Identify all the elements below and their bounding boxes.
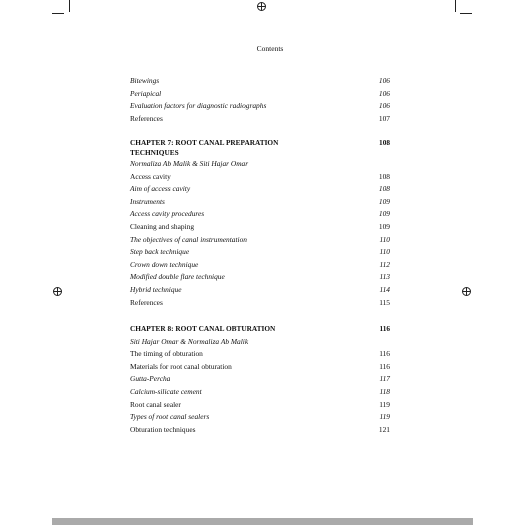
chapter-title: CHAPTER 8: ROOT CANAL OBTURATION 116 xyxy=(130,324,390,333)
toc-entry: Instruments 109 xyxy=(130,196,390,206)
bottom-bar xyxy=(52,518,473,525)
registration-mark-top-icon xyxy=(257,2,266,11)
chapter-authors: Siti Hajar Omar & Normaliza Ab Malik xyxy=(130,336,249,346)
toc-entry: The objectives of canal instrumentation 110 xyxy=(130,234,390,244)
toc-entry: Obturation techniques 121 xyxy=(130,424,390,434)
toc-entry: Hybrid technique 114 xyxy=(130,284,390,294)
crop-mark-top-left-v xyxy=(69,0,70,12)
chapter-authors: Normaliza Ab Malik & Siti Hajar Omar xyxy=(130,159,249,168)
toc-entry: References 107 xyxy=(130,113,390,123)
toc-entry: Access cavity procedures 109 xyxy=(130,209,390,219)
crop-mark-top-right-v xyxy=(455,0,456,12)
crop-mark-top-right-h xyxy=(460,13,472,14)
chapter-title-cont: TECHNIQUES xyxy=(130,148,179,157)
toc-entry: Types of root canal sealers 119 xyxy=(130,412,390,422)
crop-mark-top-left-h xyxy=(52,13,64,14)
toc-entry: Root canal sealer 119 xyxy=(130,399,390,409)
registration-mark-right-icon xyxy=(462,287,471,296)
toc-chapter-7 xyxy=(130,138,390,309)
toc-entry: Bitewings 106 xyxy=(130,76,390,85)
toc-entry: Cleaning and shaping 109 xyxy=(130,221,390,231)
toc-entry: Step back technique 110 xyxy=(130,247,390,257)
page-header: Contents xyxy=(256,44,284,53)
toc-entry: Access cavity 108 xyxy=(130,171,390,181)
toc-entry: Gutta-Percha 117 xyxy=(130,374,390,384)
toc-chapter-8 xyxy=(130,323,390,436)
registration-mark-left-icon xyxy=(53,287,62,296)
toc-entry: Crown down technique 112 xyxy=(130,259,390,269)
toc-entry: Evaluation factors for diagnostic radiographs 106 xyxy=(130,101,390,111)
chapter-title: CHAPTER 7: ROOT CANAL PREPARATION 108 xyxy=(130,138,390,147)
toc-entry: The timing of obturation 116 xyxy=(130,349,390,359)
toc-entry: Materials for root canal obturation 116 xyxy=(130,361,390,371)
toc-top-section xyxy=(130,75,390,125)
toc-entry: Aim of access cavity 108 xyxy=(130,184,390,194)
toc-entry: References 115 xyxy=(130,297,390,307)
toc-entry: Calcium-silicate cement 118 xyxy=(130,386,390,396)
toc-entry: Modified double flare technique 113 xyxy=(130,272,390,282)
toc-entry: Periapical 106 xyxy=(130,88,390,98)
